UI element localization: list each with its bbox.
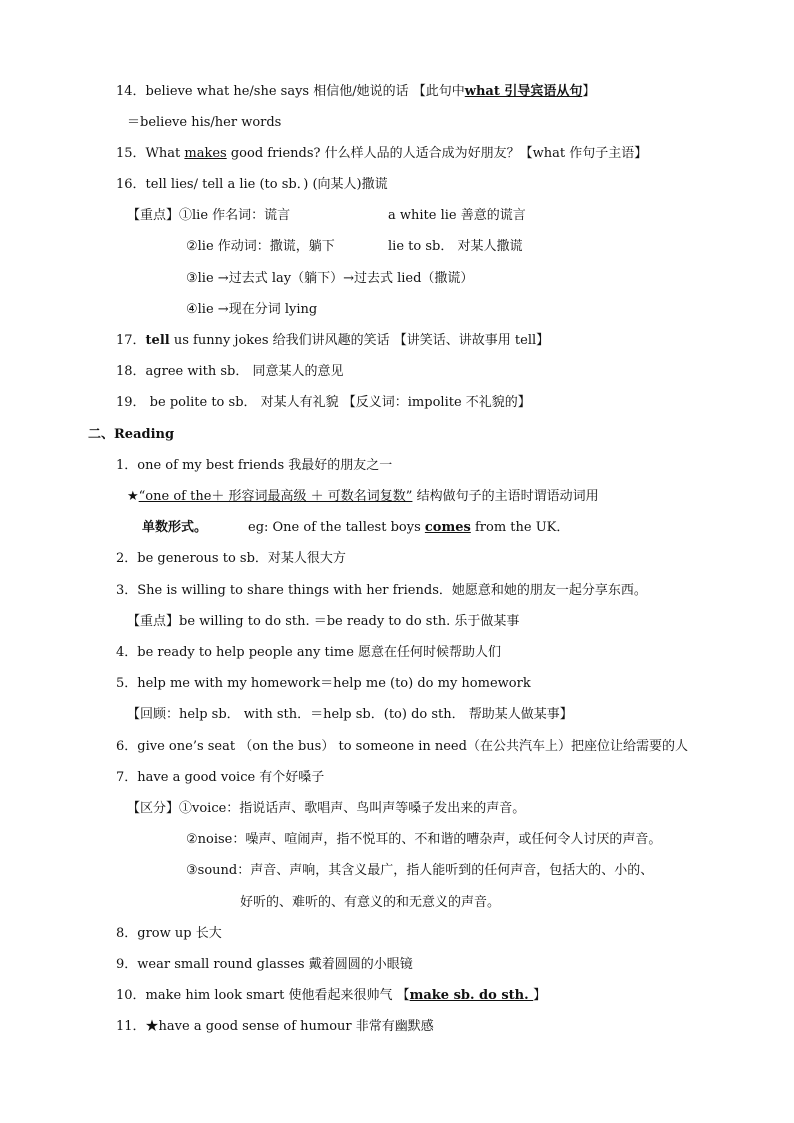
item-16-note-1: 【重点】①lie 作名词：谎言 a white lie 善意的谎言 xyxy=(127,208,526,223)
item-16-note-3: ③lie →过去式 lay（躺下）→过去式 lied（撒谎） xyxy=(186,271,474,286)
reading-item-10: 10．make him look smart 使他看起来很帅气 【make sb. do sth. 】 xyxy=(116,988,547,1003)
reading-item-8: 8．grow up 长大 xyxy=(116,926,222,941)
reading-item-3: 3．She is willing to share things with her friends．她愿意和她的朋友一起分享东西。 xyxy=(116,583,647,598)
reading-item-4: 4．be ready to help people any time 愿意在任何时候帮助人们 xyxy=(116,645,502,660)
reading-item-7-note-1: 【区分】①voice：指说话声、歌唱声、鸟叫声等嗓子发出来的声音。 xyxy=(127,801,526,816)
reading-item-5: 5．help me with my homework＝help me (to) do my homework xyxy=(116,676,531,691)
item-15: 15．What makes good friends? 什么样人品的人适合成为好朋友？【what 作句子主语】 xyxy=(116,146,648,161)
reading-item-7: 7．have a good voice 有个好嗓子 xyxy=(116,770,325,785)
item-16-note-2: ②lie 作动词：撒谎，躺下 lie to sb． 对某人撒谎 xyxy=(186,239,523,254)
reading-item-7-note-2: ②noise：噪声、喧闹声，指不悦耳的、不和谐的嘈杂声，或任何令人讨厌的声音。 xyxy=(186,832,662,847)
item-14-equivalent: ＝believe his/her words xyxy=(127,115,282,130)
item-16-note-4: ④lie →现在分词 lying xyxy=(186,302,318,317)
item-18: 18．agree with sb． 同意某人的意见 xyxy=(116,364,344,379)
reading-item-9: 9．wear small round glasses 戴着圆圆的小眼镜 xyxy=(116,957,413,972)
reading-item-3-note: 【重点】be willing to do sth. ＝be ready to do sth. 乐于做某事 xyxy=(127,614,520,629)
item-19: 19． be polite to sb． 对某人有礼貌 【反义词：impolite 不礼貌的】 xyxy=(116,395,531,410)
reading-item-1: 1．one of my best friends 我最好的朋友之一 xyxy=(116,458,393,473)
reading-item-11: 11．★have a good sense of humour 非常有幽默感 xyxy=(116,1019,434,1034)
reading-item-2: 2．be generous to sb．对某人很大方 xyxy=(116,551,346,566)
item-14: 14．believe what he/she says 相信他/她说的话 【此句中what 引导宾语从句】 xyxy=(116,84,596,99)
reading-item-7-note-3-cont: 好听的、难听的、有意义的和无意义的声音。 xyxy=(240,895,501,910)
item-17: 17．tell us funny jokes 给我们讲风趣的笑话 【讲笑话、讲故事用 tell】 xyxy=(116,333,550,348)
underlined-word: makes xyxy=(184,146,227,161)
section-heading-reading: 二、Reading xyxy=(88,427,175,442)
reading-item-5-note: 【回顾：help sb． with sth．＝help sb．(to) do sth． 帮助某人做某事】 xyxy=(127,707,573,722)
star-icon: ★ xyxy=(127,489,139,504)
emphasis-text: what 引导宾语从句 xyxy=(464,84,583,99)
reading-item-7-note-3: ③sound：声音、声响，其含义最广，指人能听到的任何声音，包括大的、小的、 xyxy=(186,863,654,878)
reading-item-1-note: ★“one of the＋ 形容词最高级 ＋ 可数名词复数” 结构做句子的主语时谓语动词用 xyxy=(127,489,599,504)
item-16: 16．tell lies/ tell a lie (to sb．) (向某人)撒谎 xyxy=(116,177,388,192)
reading-item-6: 6．give one’s seat （on the bus） to someone in need（在公共汽车上）把座位让给需要的人 xyxy=(116,739,688,754)
reading-item-1-note-cont: 单数形式。 eg: One of the tallest boys comes from the UK． xyxy=(142,520,570,535)
